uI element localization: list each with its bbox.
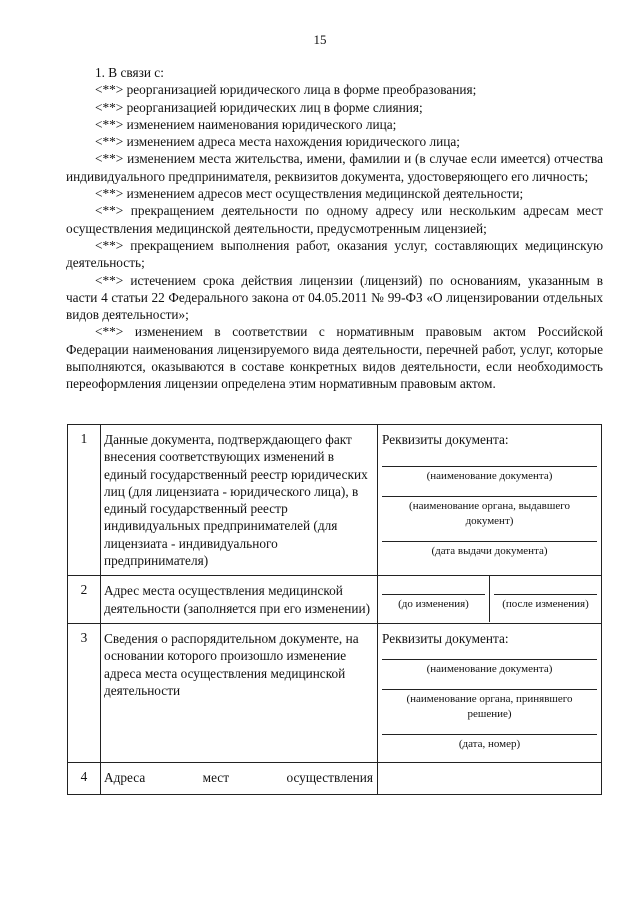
reason-item: <**> реорганизацией юридического лица в форме преобразования;: [95, 82, 477, 98]
document-requisites-cell: [378, 623, 602, 762]
field-caption: (до изменения): [398, 598, 469, 611]
row-description: Сведения о распорядительном документе, на основании которого произошло изменение адреса места осуществления медицинской деятельности: [101, 623, 378, 762]
field-caption: (дата выдачи документа): [431, 545, 548, 558]
document-requisites-cell: [378, 425, 602, 576]
row-description: Адреса мест осуществления: [101, 763, 378, 795]
reason-item: <**> изменением адресов мест осуществления медицинской деятельности;: [95, 186, 524, 202]
reason-item: <**> изменением места жительства, имени, фамилии и (в случае если имеется) отчества индивидуального предпринимателя, реквизитов документа, удостоверяющего его личность;: [66, 151, 603, 184]
intro-line: 1. В связи с:: [95, 65, 164, 80]
address-change-cell: [378, 576, 602, 624]
row-description: Адрес места осуществления медицинской деятельности (заполняется при его изменении): [101, 576, 378, 624]
reason-item: <**> изменением адреса места нахождения юридического лица;: [95, 134, 460, 150]
before-change-field: [378, 576, 490, 622]
reason-item: <**> истечением срока действия лицензии (лицензий) по основаниям, указанным в части 4 статьи 22 Федерального закона от 04.05.2011 № 99-ФЗ «О лицензировании отдельных видов деятельности»;: [66, 272, 603, 323]
field-caption: (наименование документа): [426, 470, 553, 483]
row-number: 4: [68, 763, 101, 795]
field-caption: (наименование органа, принявшего решение): [406, 693, 573, 721]
reason-item: <**> реорганизацией юридических лиц в форме слияния;: [95, 99, 423, 115]
table-row: [68, 576, 602, 624]
application-table: [67, 424, 602, 795]
row-number: 3: [68, 623, 101, 762]
requisites-title: Реквизиты документа:: [382, 432, 509, 447]
row-number: 2: [68, 576, 101, 624]
field-caption: (наименование документа): [426, 663, 553, 676]
reason-item: <**> прекращением деятельности по одному адресу или нескольким адресам мест осуществления медицинской деятельности, предусмотренным лицензией;: [66, 203, 603, 236]
field-caption: (дата, номер): [458, 738, 521, 751]
document-body: [66, 64, 603, 393]
row-number: 1: [68, 425, 101, 576]
reason-item: <**> изменением в соответствии с нормативным правовым актом Российской Федерации наименования лицензируемого вида деятельности, перечней работ, услуг, которые выполняются, оказываются в составе конкретных видов деятельности, если необходимость переоформления лицензии определена этим нормативным правовым актом.: [66, 324, 603, 392]
table-row: [68, 623, 602, 762]
field-caption: (после изменения): [502, 598, 589, 611]
after-change-field: [490, 576, 601, 622]
requisites-title: Реквизиты документа:: [382, 630, 509, 646]
empty-value-cell: [378, 763, 602, 795]
reason-item: <**> прекращением выполнения работ, оказания услуг, составляющих медицинскую деятельность;: [66, 237, 603, 271]
field-caption: (наименование органа, выдавшего документ): [409, 500, 570, 528]
row-description: Данные документа, подтверждающего факт внесения соответствующих изменений в единый государственный реестр юридических лиц (для лицензиата - юридического лица), в единый государственный реестр индивидуальных предпринимателей (для лицензиата - индивидуального предпринимателя): [101, 425, 378, 576]
table-row: [68, 763, 602, 795]
reason-item: <**> изменением наименования юридического лица;: [95, 116, 397, 132]
page-number: 15: [313, 32, 327, 47]
table-row: [68, 425, 602, 576]
